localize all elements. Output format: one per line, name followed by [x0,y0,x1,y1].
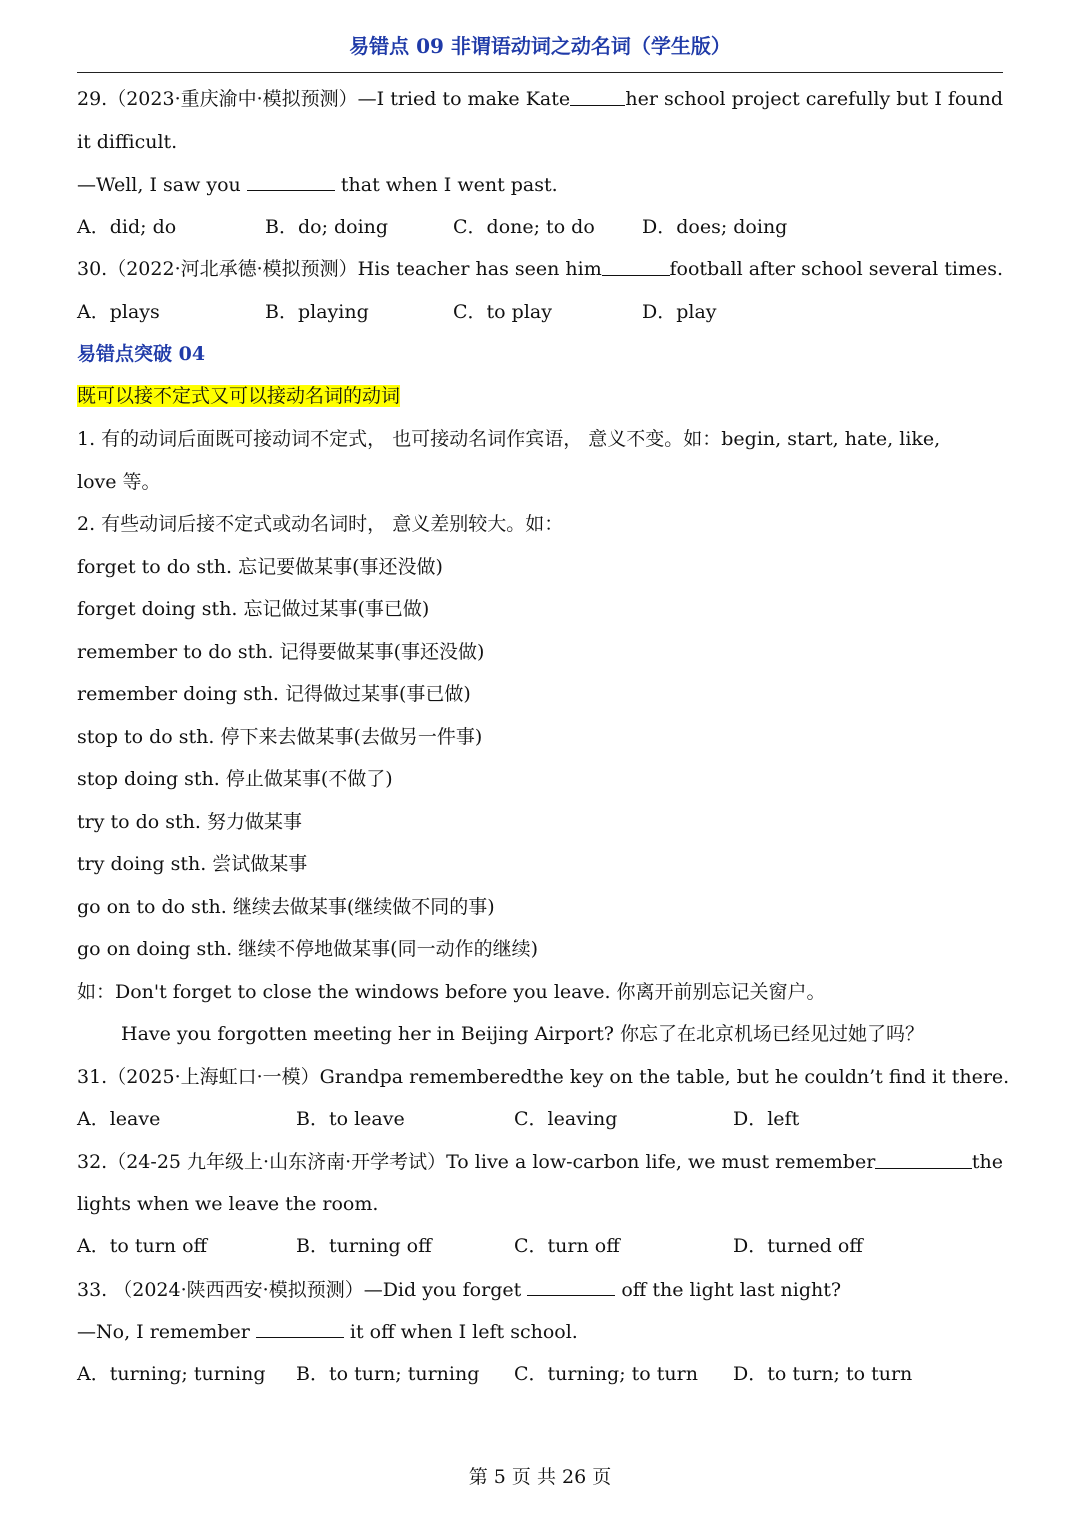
q31-stem [77,1065,1010,1089]
q33-reply-part2: it off when I left school. [349,1321,578,1343]
page-header-title: 易错点 09 非谓语动词之动名词（学生版） [349,34,731,58]
q31-option-c[interactable]: C．leaving [514,1108,618,1130]
section-highlight [77,384,400,408]
q32-option-c[interactable]: C．turn off [514,1235,620,1257]
q33-reply [77,1319,578,1344]
q32-stem-part2: the [971,1151,1003,1173]
verb-pair-item: go on to do sth. 继续去做某事(继续做不同的事) [77,896,495,918]
q29-blank-2[interactable] [247,172,335,191]
q29-option-a[interactable]: A．did; do [77,216,177,238]
q29-stem-part1: 29.（2023·重庆渝中·模拟预测）—I tried to make Kate [77,88,571,110]
q33-stem [77,1277,841,1302]
q32-option-a[interactable]: A．to turn off [77,1235,208,1257]
q30-option-b[interactable]: B．playing [265,301,369,323]
rule-1-line1: 1. 有的动词后面既可接动词不定式， 也可接动名词作宾语， 意义不变。如：begin, start, hate, like, [77,428,941,450]
q33-reply-part1: —No, I remember [77,1321,250,1343]
verb-pair-item: stop to do sth. 停下来去做某事(去做另一件事) [77,726,483,748]
q30-option-a[interactable]: A．plays [77,301,160,323]
section-highlight-text: 既可以接不定式又可以接动名词的动词 [77,385,401,407]
q30-stem-part1: 30.（2022·河北承德·模拟预测）His teacher has seen him [77,258,602,280]
rule-1-line2: love 等。 [77,471,161,493]
rule-2: 2. 有些动词后接不定式或动名词时， 意义差别较大。如： [77,513,564,535]
verb-pair-item: try doing sth. 尝试做某事 [77,853,308,875]
q31-stem-part2: the key on the table, but he couldn’t find it there. [532,1066,1010,1088]
verb-pair-item: remember doing sth. 记得做过某事(事已做) [77,683,471,705]
verb-pair-item: try to do sth. 努力做某事 [77,811,302,833]
q30-stem-part2: football after school several times. [669,258,1003,280]
verb-pair-item: remember to do sth. 记得要做某事(事还没做) [77,641,485,663]
section-title: 易错点突破 04 [77,343,206,365]
q30-option-d[interactable]: D．play [642,301,717,323]
page-number: 第 5 页 共 26 页 [468,1466,612,1488]
q30-blank[interactable] [602,257,670,276]
q29-reply [77,172,558,197]
q30-stem [77,257,1003,281]
verb-pair-item: forget doing sth. 忘记做过某事(事已做) [77,598,430,620]
q32-option-b[interactable]: B．turning off [296,1235,432,1257]
q32-option-d[interactable]: D．turned off [733,1235,863,1257]
verb-pair-item: stop doing sth. 停止做某事(不做了) [77,768,393,790]
q33-blank-1[interactable] [527,1277,615,1296]
header-divider [77,72,1003,73]
verb-pair-item: go on doing sth. 继续不停地做某事(同一动作的继续) [77,938,539,960]
q31-option-d[interactable]: D．left [733,1108,800,1130]
q33-option-b[interactable]: B．to turn; turning [296,1363,480,1385]
q29-option-b[interactable]: B．do; doing [265,216,389,238]
q31-stem-part1: 31.（2025·上海虹口·一模）Grandpa remembered [77,1066,533,1088]
q29-stem-cont: it difficult. [77,131,178,153]
q33-option-d[interactable]: D．to turn; to turn [733,1363,913,1385]
example-1: 如：Don't forget to close the windows before you leave. 你离开前别忘记关窗户。 [77,981,826,1003]
q29-reply-part1: —Well, I saw you [77,174,241,196]
q29-stem [77,87,1003,111]
q30-option-c[interactable]: C．to play [453,301,552,323]
q33-option-a[interactable]: A．turning; turning [77,1363,266,1385]
verb-pair-item: forget to do sth. 忘记要做某事(事还没做) [77,556,443,578]
q32-stem-part1: 32.（24-25 九年级上·山东济南·开学考试）To live a low-carbon life, we must remember [77,1151,876,1173]
q33-blank-2[interactable] [256,1319,344,1338]
q29-reply-part2: that when I went past. [340,174,558,196]
q31-option-b[interactable]: B．to leave [296,1108,405,1130]
q33-option-c[interactable]: C．turning; to turn [514,1363,698,1385]
q33-stem-part1: 33. （2024·陕西西安·模拟预测）—Did you forget [77,1279,522,1301]
q31-option-a[interactable]: A．leave [77,1108,161,1130]
q29-stem-part2: her school project carefully but I found [625,88,1003,110]
q32-stem-cont: lights when we leave the room. [77,1193,379,1215]
q29-blank-1[interactable] [570,87,625,106]
q32-stem [77,1150,1003,1174]
q33-stem-part2: off the light last night? [621,1279,842,1301]
q32-blank[interactable] [875,1150,972,1169]
example-2: Have you forgotten meeting her in Beijing Airport? 你忘了在北京机场已经见过她了吗？ [121,1023,925,1045]
q29-option-d[interactable]: D．does; doing [642,216,788,238]
q29-option-c[interactable]: C．done; to do [453,216,595,238]
